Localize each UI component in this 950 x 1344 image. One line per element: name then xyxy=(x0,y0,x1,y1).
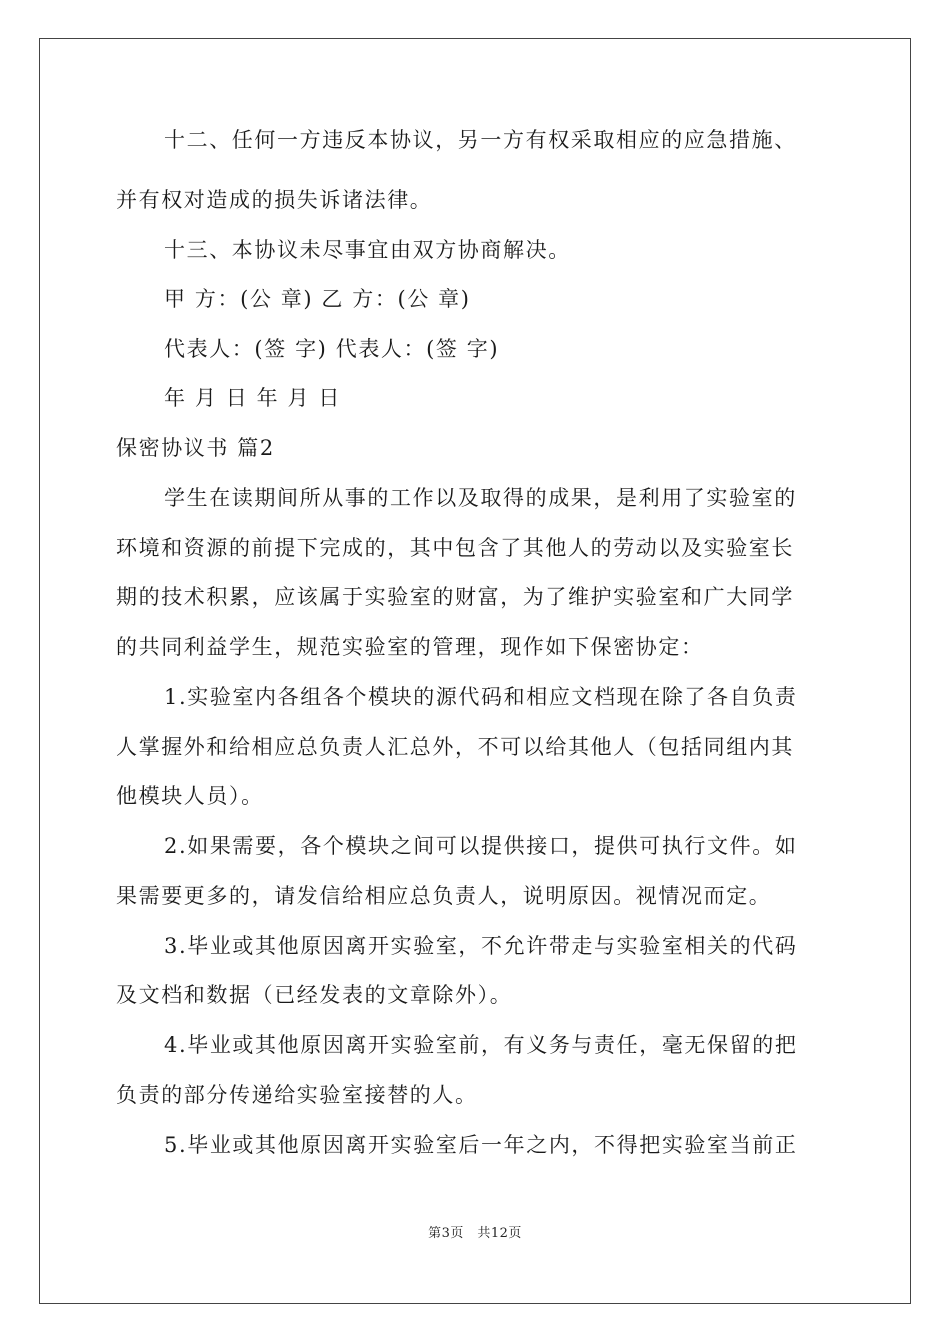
page-number: 第3页 共12页 xyxy=(428,1226,522,1241)
item-4-line-2: 负责的部分传递给实验室接替的人。 xyxy=(116,1083,478,1107)
item-1-line-1: 1.实验室内各组各个模块的源代码和相应文档现在除了各自负责 xyxy=(164,685,798,709)
item-2-line-2: 果需要更多的，请发信给相应总负责人，说明原因。视情况而定。 xyxy=(116,884,772,908)
party-seal-line: 甲 方：(公 章) 乙 方：(公 章) xyxy=(164,287,471,311)
clause-12-line-2: 并有权对造成的损失诉诸法律。 xyxy=(116,188,433,212)
clause-13: 十三、本协议未尽事宜由双方协商解决。 xyxy=(164,238,571,262)
representative-sign-line: 代表人：(签 字) 代表人：(签 字) xyxy=(164,337,500,361)
item-1-line-3: 他模块人员）。 xyxy=(116,784,264,808)
page-border xyxy=(39,38,911,1304)
item-4-line-1: 4.毕业或其他原因离开实验室前，有义务与责任，毫无保留的把 xyxy=(164,1033,798,1057)
item-3-line-2: 及文档和数据（已经发表的文章除外）。 xyxy=(116,983,513,1007)
intro-line-3: 期的技术积累，应该属于实验室的财富，为了维护实验室和广大同学 xyxy=(116,585,794,609)
item-2-line-1: 2.如果需要，各个模块之间可以提供接口，提供可执行文件。如 xyxy=(164,834,798,858)
item-1-line-2: 人掌握外和给相应总负责人汇总外，不可以给其他人（包括同组内其 xyxy=(116,735,794,759)
intro-line-4: 的共同利益学生，规范实验室的管理，现作如下保密协定： xyxy=(116,635,704,659)
section-heading: 保密协议书 篇2 xyxy=(116,436,275,460)
intro-line-2: 环境和资源的前提下完成的，其中包含了其他人的劳动以及实验室长 xyxy=(116,536,794,560)
item-3-line-1: 3.毕业或其他原因离开实验室，不允许带走与实验室相关的代码 xyxy=(164,934,798,958)
intro-line-1: 学生在读期间所从事的工作以及取得的成果，是利用了实验室的 xyxy=(164,486,797,510)
date-line: 年 月 日 年 月 日 xyxy=(164,386,341,410)
clause-12-line-1: 十二、任何一方违反本协议，另一方有权采取相应的应急措施、 xyxy=(164,128,797,152)
item-5-line-1: 5.毕业或其他原因离开实验室后一年之内，不得把实验室当前正 xyxy=(164,1133,798,1157)
